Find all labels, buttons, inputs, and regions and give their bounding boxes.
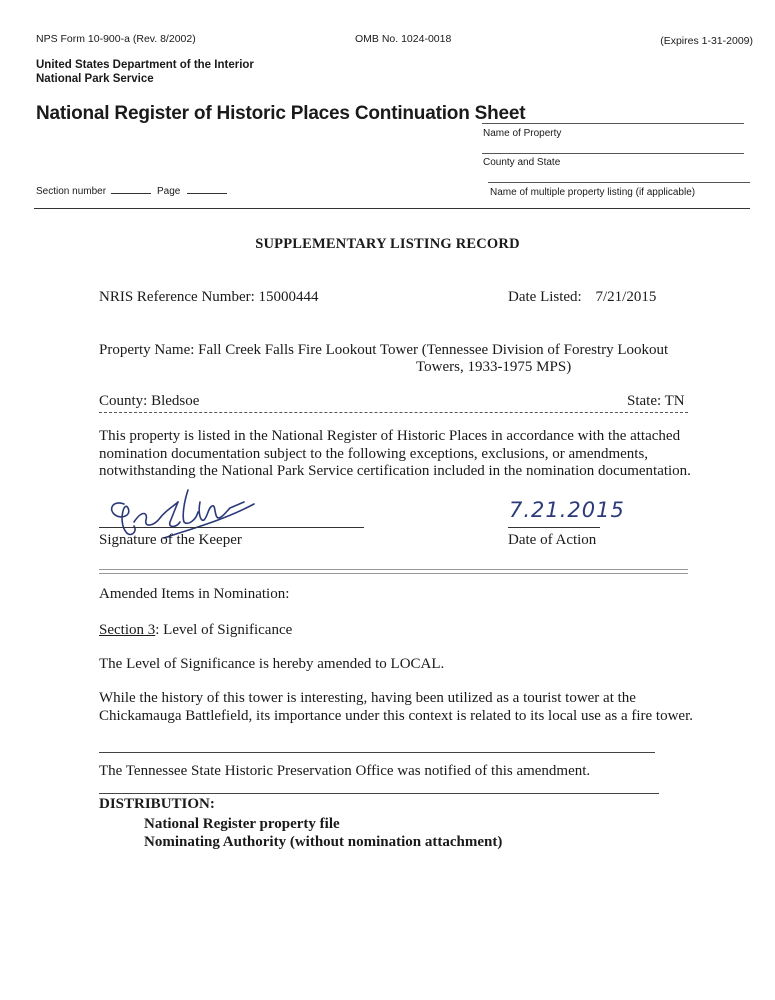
state: State: TN (627, 393, 685, 409)
statement-line3: notwithstanding the National Park Service certification included in the nomination documentation. (99, 463, 691, 479)
header-divider (34, 208, 750, 209)
section-separator-bottom (99, 573, 688, 574)
distribution-divider (99, 793, 659, 794)
page-label: Page (157, 186, 181, 197)
nris-reference: NRIS Reference Number: 15000444 (99, 289, 319, 305)
signature-line (99, 527, 364, 528)
page-field (157, 183, 227, 197)
level-statement: The Level of Significance is hereby amended to LOCAL. (99, 656, 445, 672)
section-number-label: Section number (36, 186, 107, 197)
name-of-property-line (482, 123, 744, 124)
multiple-listing-line (488, 182, 750, 183)
expiration-date: (Expires 1-31-2009) (660, 35, 753, 47)
statement-line2: nomination documentation subject to the following exceptions, exclusions, or amendments, (99, 446, 649, 462)
section-number-field (36, 183, 151, 197)
page-title: National Register of Historic Places Continuation Sheet (36, 103, 526, 124)
distribution-item: Nominating Authority (without nomination attachment) (144, 834, 503, 850)
omb-number: OMB No. 1024-0018 (355, 33, 452, 45)
multiple-listing-label: Name of multiple property listing (if applicable) (490, 187, 696, 198)
name-of-property-label: Name of Property (483, 128, 562, 139)
date-listed (508, 287, 656, 307)
county: County: Bledsoe (99, 393, 200, 409)
date-of-action-handwritten: 7.21.2015 (509, 498, 625, 522)
distribution-list (144, 815, 502, 851)
property-name-line1: Property Name: Fall Creek Falls Fire Lookout Tower (Tennessee Division of Forestry Lookout (99, 342, 669, 358)
agency-service: National Park Service (36, 73, 154, 85)
date-of-action-line (508, 527, 600, 528)
history-line2: Chickamauga Battlefield, its importance under this context is related to its local use as a fire tower. (99, 708, 693, 724)
shpo-note: The Tennessee State Historic Preservation Office was notified of this amendment. (99, 763, 591, 779)
dashed-divider (99, 412, 688, 413)
amended-section-label: Section 3 (99, 622, 156, 638)
property-name-line2: Towers, 1933-1975 MPS) (416, 359, 572, 375)
date-of-action-label: Date of Action (508, 532, 597, 548)
amended-section-topic: : Level of Significance (155, 622, 293, 638)
page-blank (187, 183, 227, 194)
record-heading: SUPPLEMENTARY LISTING RECORD (255, 236, 520, 252)
signature-label: Signature of the Keeper (99, 532, 242, 548)
shpo-divider (99, 752, 655, 753)
statement-line1: This property is listed in the National Register of Historic Places in accordance with the attached (99, 428, 681, 444)
section-number-blank (111, 183, 151, 194)
history-line1: While the history of this tower is interesting, having been utilized as a tourist tower at the (99, 690, 636, 706)
amended-section (99, 620, 292, 640)
county-state-line (482, 153, 744, 154)
distribution-item: National Register property file (144, 816, 340, 832)
date-listed-value: 7/21/2015 (595, 289, 657, 305)
amended-items-heading: Amended Items in Nomination: (99, 586, 290, 602)
county-state-label: County and State (483, 157, 561, 168)
agency-department: United States Department of the Interior (36, 59, 254, 71)
distribution-heading: DISTRIBUTION: (99, 796, 215, 812)
section-separator-top (99, 569, 688, 570)
form-number: NPS Form 10-900-a (Rev. 8/2002) (36, 33, 196, 45)
date-listed-label: Date Listed: (508, 289, 582, 305)
